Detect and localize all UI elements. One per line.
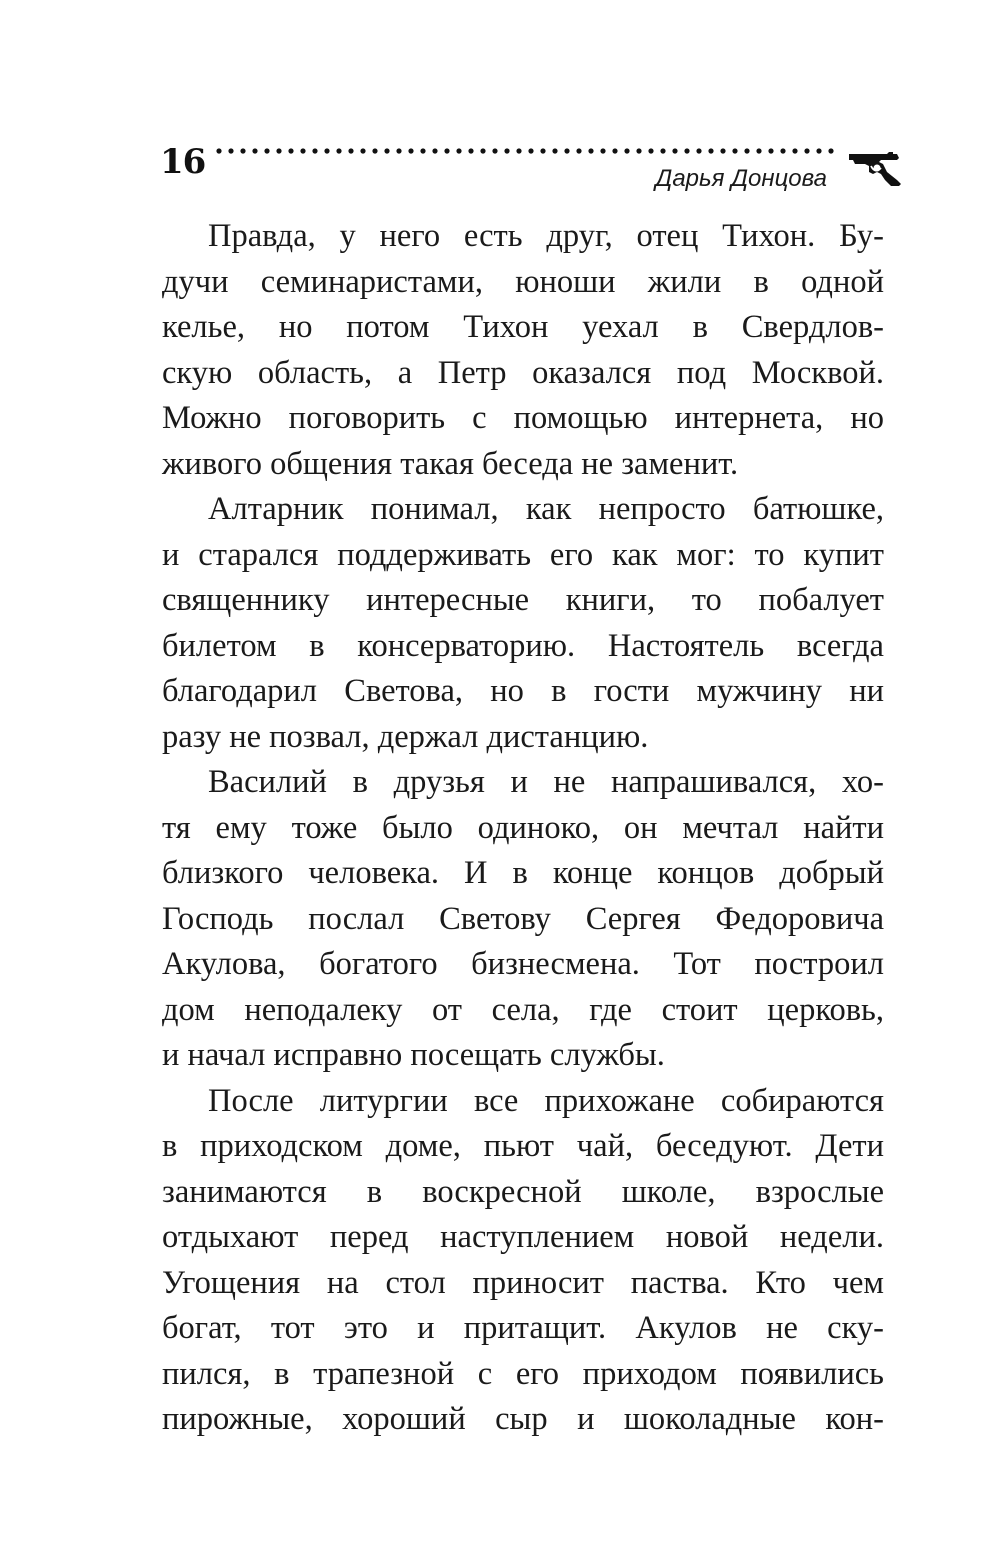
rule-dot [540, 148, 545, 153]
page-number: 16 [160, 142, 206, 182]
rule-dot [816, 148, 821, 153]
rule-dot [384, 148, 389, 153]
text-line: священнику интересные книги, то побалует [162, 582, 884, 618]
text-line: и старался поддерживать его как мог: то купит [162, 536, 884, 573]
rule-dot [708, 148, 713, 153]
rule-dot [408, 148, 413, 153]
rule-dot [552, 148, 557, 153]
running-header [160, 140, 905, 200]
text-line: Акулова, богатого бизнесмена. Тот построил [162, 946, 884, 982]
rule-dot [780, 148, 785, 153]
text-line: Правда, у него есть друг, отец Тихон. Бу- [208, 218, 884, 254]
text-line: Господь послал Светову Сергея Федоровича [162, 900, 884, 937]
rule-dot [648, 148, 653, 153]
text-line: келье, но потом Тихон уехал в Свердлов- [162, 309, 884, 345]
rule-dot [672, 148, 677, 153]
rule-dot [348, 148, 353, 153]
text-line: Можно поговорить с помощью интернета, но [162, 400, 884, 436]
rule-dot [720, 148, 725, 153]
rule-dot [468, 148, 473, 153]
rule-dot [288, 148, 293, 153]
rule-dot [804, 148, 809, 153]
text-line: благодарил Светова, но в гости мужчину ни [162, 673, 884, 709]
paragraph [162, 214, 884, 487]
text-line: занимаются в воскресной школе, взрослые [162, 1173, 884, 1210]
rule-dot [516, 148, 521, 153]
rule-dot [240, 148, 245, 153]
text-line: Угощения на стол приносит паства. Кто чем [162, 1264, 884, 1301]
rule-dot [504, 148, 509, 153]
rule-dot [564, 148, 569, 153]
rule-dot [336, 148, 341, 153]
text-line: в приходском доме, пьют чай, беседуют. Дети [162, 1128, 884, 1164]
text-line: билетом в консерваторию. Настоятель всегда [162, 627, 884, 664]
rule-dot [660, 148, 665, 153]
rule-dot [216, 148, 221, 153]
text-line: разу не позвал, держал дистанцию. [162, 718, 649, 755]
rule-dot [372, 148, 377, 153]
rule-dot [684, 148, 689, 153]
rule-dot [360, 148, 365, 153]
rule-dot [312, 148, 317, 153]
rule-dot [576, 148, 581, 153]
text-line: богат, тот это и притащит. Акулов не ску- [162, 1310, 884, 1346]
rule-dot [528, 148, 533, 153]
dotted-rule-graphic [215, 144, 845, 158]
rule-dot [420, 148, 425, 153]
rule-dot [300, 148, 305, 153]
rule-dot [636, 148, 641, 153]
rule-dot [588, 148, 593, 153]
text-line: После литургии все прихожане собираются [208, 1082, 884, 1119]
paragraph [162, 760, 884, 1079]
paragraph [162, 1079, 884, 1443]
rule-dot [480, 148, 485, 153]
text-line: пирожные, хороший сыр и шоколадные кон- [162, 1401, 884, 1437]
text-line: живого общения такая беседа не заменит. [162, 445, 739, 482]
body-text [162, 214, 884, 1443]
text-line: дучи семинаристами, юноши жили в одной [162, 263, 884, 300]
text-line: близкого человека. И в конце концов добрый [162, 855, 884, 891]
running-author: Дарья Донцова [655, 165, 827, 192]
rule-dot [600, 148, 605, 153]
rule-dot [768, 148, 773, 153]
rule-dot [456, 148, 461, 153]
rule-dot [756, 148, 761, 153]
rule-dot [792, 148, 797, 153]
rule-dot [252, 148, 257, 153]
rule-dot [732, 148, 737, 153]
rule-dot [492, 148, 497, 153]
rule-dot [612, 148, 617, 153]
rule-dot [744, 148, 749, 153]
text-line: отдыхают перед наступлением новой недели. [162, 1219, 884, 1255]
rule-dot [324, 148, 329, 153]
text-line: тя ему тоже было одиноко, он мечтал найти [162, 809, 884, 846]
rule-dot [432, 148, 437, 153]
paragraph [162, 487, 884, 760]
rule-dot [396, 148, 401, 153]
rule-dot [624, 148, 629, 153]
text-line: дом неподалеку от села, где стоит церковь, [162, 991, 884, 1028]
revolver-icon [847, 150, 905, 188]
rule-dot [696, 148, 701, 153]
rule-dot [828, 148, 833, 153]
text-line: Василий в друзья и не напрашивался, хо- [208, 764, 884, 800]
rule-dot [444, 148, 449, 153]
rule-dot [276, 148, 281, 153]
text-line: пился, в трапезной с его приходом появились [162, 1355, 884, 1392]
text-line: скую область, а Петр оказался под Москвой. [162, 354, 884, 391]
text-line: и начал исправно посещать службы. [162, 1037, 665, 1073]
rule-dot [264, 148, 269, 153]
text-line: Алтарник понимал, как непросто батюшке, [208, 491, 884, 527]
rule-dot [228, 148, 233, 153]
